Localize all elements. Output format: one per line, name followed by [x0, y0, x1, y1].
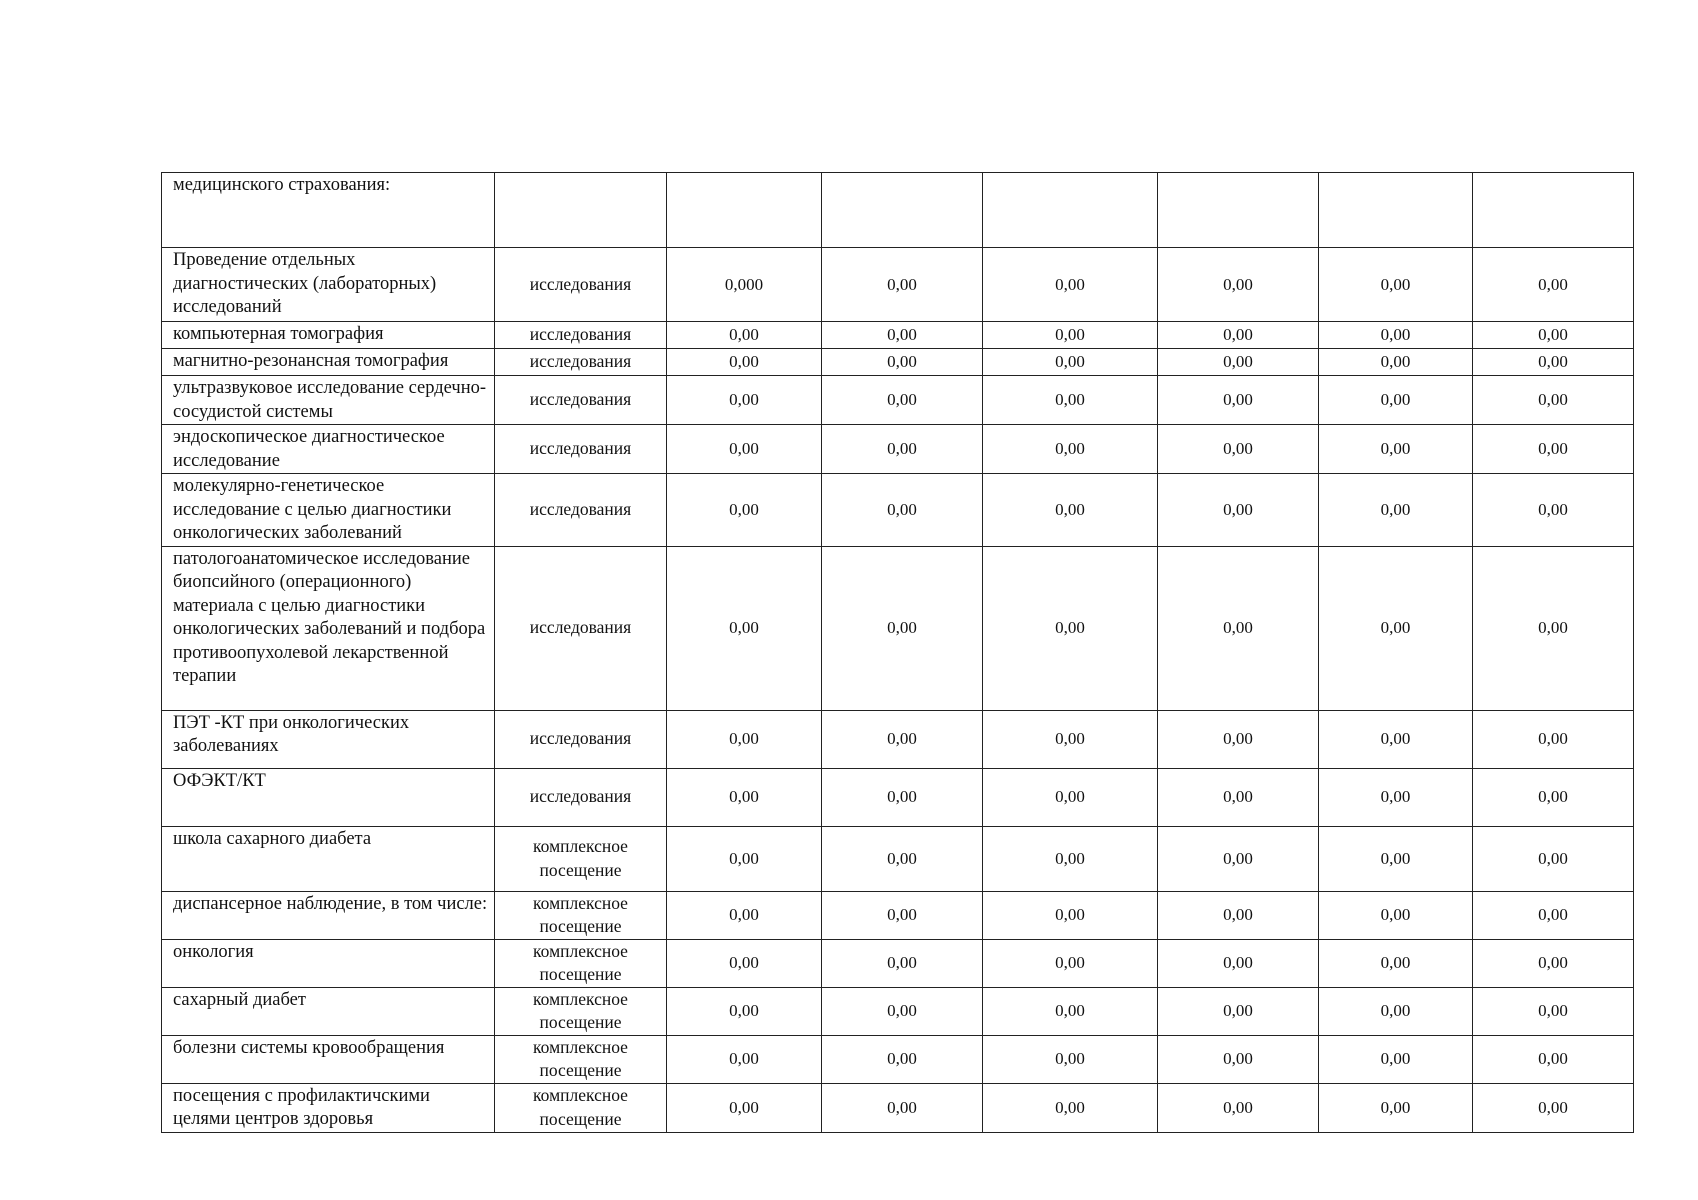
value: 0,00 — [729, 905, 759, 925]
unit-label: исследования — [529, 351, 632, 372]
value: 0,00 — [1538, 500, 1568, 519]
unit-label: комплексное посещение — [533, 1085, 628, 1129]
value: 0,00 — [1223, 848, 1253, 868]
row-name-cell — [162, 425, 495, 474]
value-cell — [1158, 1035, 1319, 1083]
value: 0,00 — [1055, 439, 1085, 459]
row-name-cell — [162, 248, 495, 322]
value: 0,00 — [1538, 439, 1568, 459]
value-cell — [983, 891, 1158, 939]
row-name: школа сахарного диабета — [173, 828, 372, 849]
value-cell — [1158, 546, 1319, 710]
unit-cell — [495, 376, 667, 425]
value: 0,00 — [1380, 352, 1411, 372]
value-cell — [1158, 349, 1319, 376]
value-cell — [983, 546, 1158, 710]
table-row — [162, 349, 1634, 376]
unit-label: комплексное посещение — [533, 1036, 628, 1080]
value-cell — [822, 425, 983, 474]
value-cell — [667, 474, 822, 547]
value: 0,00 — [887, 848, 917, 868]
value-cell — [1473, 826, 1634, 891]
value: 0,00 — [729, 1049, 759, 1069]
value: 0,00 — [1223, 618, 1253, 638]
value-cell — [1473, 546, 1634, 710]
value-cell — [1473, 1035, 1634, 1083]
table-row — [162, 939, 1634, 987]
row-name: медицинского страхования: — [173, 175, 391, 195]
table-row — [162, 425, 1634, 474]
value: 0,00 — [1223, 953, 1253, 973]
row-name: компьютерная томография — [173, 324, 384, 344]
row-name-cell — [162, 474, 495, 547]
row-name-cell — [162, 1035, 495, 1083]
value: 0,00 — [1380, 618, 1411, 638]
row-name-cell — [162, 891, 495, 939]
value: 0,00 — [1055, 1001, 1085, 1021]
value: 0,00 — [1055, 729, 1085, 749]
value-cell — [1158, 322, 1319, 349]
row-name: онкология — [173, 941, 254, 962]
value-cell — [1473, 474, 1634, 547]
unit-label: исследования — [529, 617, 632, 638]
row-name-cell — [162, 173, 495, 248]
row-name-cell — [162, 546, 495, 710]
unit-cell — [495, 425, 667, 474]
value: 0,00 — [1538, 787, 1568, 807]
value: 0,00 — [1055, 1049, 1085, 1069]
row-name: посещения с профилактичскими целями центров здоровья — [173, 1085, 430, 1129]
row-name: болезни системы кровообращения — [173, 1037, 445, 1058]
value: 0,00 — [1538, 1049, 1568, 1069]
value: 0,00 — [887, 390, 917, 410]
empty-cell — [1158, 173, 1319, 248]
table-row — [162, 826, 1634, 891]
value-cell — [1473, 1083, 1634, 1132]
value: 0,00 — [1380, 953, 1411, 973]
value-cell — [983, 425, 1158, 474]
value-cell — [1319, 987, 1473, 1035]
value-cell — [667, 1083, 822, 1132]
value-cell — [822, 546, 983, 710]
value-cell — [1158, 710, 1319, 768]
empty-cell — [983, 173, 1158, 248]
value: 0,000 — [724, 274, 764, 294]
value-cell — [1319, 826, 1473, 891]
value-cell — [1319, 1083, 1473, 1132]
row-name-cell — [162, 376, 495, 425]
value: 0,00 — [1380, 325, 1411, 345]
table-row — [162, 376, 1634, 425]
empty-cell — [1319, 173, 1473, 248]
table-row — [162, 1035, 1634, 1083]
value-cell — [1158, 1083, 1319, 1132]
value: 0,00 — [1380, 439, 1411, 459]
value-cell — [822, 474, 983, 547]
value: 0,00 — [1055, 325, 1085, 345]
value: 0,00 — [729, 352, 759, 372]
value-cell — [1473, 322, 1634, 349]
value-cell — [667, 710, 822, 768]
value-cell — [983, 768, 1158, 826]
value: 0,00 — [887, 352, 917, 372]
table-row — [162, 1083, 1634, 1132]
value: 0,00 — [1055, 848, 1085, 868]
unit-label: комплексное посещение — [533, 940, 628, 984]
value: 0,00 — [729, 953, 759, 973]
row-name-cell — [162, 987, 495, 1035]
unit-label: комплексное посещение — [533, 988, 628, 1032]
value-cell — [1319, 891, 1473, 939]
value: 0,00 — [1223, 1097, 1253, 1117]
value-cell — [983, 349, 1158, 376]
value-cell — [1319, 546, 1473, 710]
value-cell — [983, 939, 1158, 987]
table-row-header-continuation — [162, 173, 1634, 248]
value: 0,00 — [1538, 1097, 1568, 1117]
value-cell — [1473, 710, 1634, 768]
unit-cell — [495, 710, 667, 768]
row-name: ПЭТ -КТ при онкологических заболеваниях — [173, 712, 410, 756]
value-cell — [1473, 376, 1634, 425]
value-cell — [983, 322, 1158, 349]
value-cell — [1158, 939, 1319, 987]
value-cell — [1319, 710, 1473, 768]
unit-label: исследования — [529, 389, 632, 410]
value-cell — [822, 1035, 983, 1083]
value: 0,00 — [1380, 1001, 1411, 1021]
unit-label: исследования — [529, 728, 632, 749]
value-cell — [667, 1035, 822, 1083]
value: 0,00 — [1380, 729, 1411, 749]
value: 0,00 — [729, 500, 759, 519]
value-cell — [1319, 474, 1473, 547]
value: 0,00 — [887, 274, 917, 294]
value-cell — [983, 826, 1158, 891]
value: 0,00 — [1538, 618, 1568, 638]
unit-cell — [495, 1083, 667, 1132]
value-cell — [1319, 349, 1473, 376]
value-cell — [1473, 425, 1634, 474]
unit-cell — [495, 987, 667, 1035]
unit-cell — [495, 939, 667, 987]
value-cell — [1319, 425, 1473, 474]
value-cell — [1158, 474, 1319, 547]
value: 0,00 — [1538, 325, 1568, 345]
value-cell — [667, 425, 822, 474]
services-table — [161, 172, 1634, 1133]
table-row — [162, 322, 1634, 349]
table-body — [162, 173, 1634, 1133]
value: 0,00 — [1380, 500, 1411, 519]
value-cell — [667, 248, 822, 322]
value-cell — [667, 768, 822, 826]
value: 0,00 — [1055, 500, 1085, 519]
value: 0,00 — [729, 848, 759, 868]
row-name: ультразвуковое исследование сердечно-сосудистой системы — [173, 378, 487, 422]
value-cell — [822, 710, 983, 768]
value-cell — [1319, 322, 1473, 349]
value: 0,00 — [1380, 787, 1411, 807]
value-cell — [1158, 987, 1319, 1035]
value: 0,00 — [887, 905, 917, 925]
value-cell — [1473, 349, 1634, 376]
value: 0,00 — [1380, 1049, 1411, 1069]
value: 0,00 — [1223, 325, 1253, 345]
value: 0,00 — [1055, 953, 1085, 973]
value: 0,00 — [1223, 787, 1253, 807]
row-name: молекулярно-генетическое исследование с целью диагностики онкологических заболеваний — [173, 476, 452, 543]
value: 0,00 — [1538, 1001, 1568, 1021]
row-name-cell — [162, 322, 495, 349]
unit-cell — [495, 1035, 667, 1083]
value-cell — [983, 248, 1158, 322]
value-cell — [1319, 768, 1473, 826]
unit-cell — [495, 322, 667, 349]
value-cell — [822, 376, 983, 425]
value-cell — [667, 376, 822, 425]
value: 0,00 — [1538, 274, 1568, 294]
row-name: Проведение отдельных диагностических (лабораторных) исследований — [173, 250, 437, 317]
row-name-cell — [162, 768, 495, 826]
value-cell — [1158, 826, 1319, 891]
value: 0,00 — [1223, 905, 1253, 925]
value: 0,00 — [1223, 274, 1253, 294]
value: 0,00 — [729, 618, 759, 638]
empty-cell — [822, 173, 983, 248]
value-cell — [667, 349, 822, 376]
value: 0,00 — [1223, 1049, 1253, 1069]
table-row — [162, 710, 1634, 768]
row-name: ОФЭКТ/КТ — [173, 770, 266, 791]
value: 0,00 — [729, 325, 759, 345]
value: 0,00 — [1055, 352, 1085, 372]
value-cell — [667, 322, 822, 349]
value-cell — [1473, 248, 1634, 322]
value: 0,00 — [729, 1097, 759, 1117]
value-cell — [983, 1083, 1158, 1132]
unit-label: исследования — [529, 499, 632, 519]
value: 0,00 — [1380, 905, 1411, 925]
value: 0,00 — [887, 439, 917, 459]
value-cell — [1158, 248, 1319, 322]
value: 0,00 — [1380, 390, 1411, 410]
value-cell — [983, 710, 1158, 768]
value-cell — [822, 1083, 983, 1132]
value-cell — [822, 322, 983, 349]
value-cell — [667, 546, 822, 710]
value: 0,00 — [1223, 439, 1253, 459]
value-cell — [983, 987, 1158, 1035]
value: 0,00 — [1055, 618, 1085, 638]
value: 0,00 — [887, 1001, 917, 1021]
value-cell — [1473, 987, 1634, 1035]
value: 0,00 — [1055, 1097, 1085, 1117]
value: 0,00 — [1223, 390, 1253, 410]
value: 0,00 — [729, 1001, 759, 1021]
value-cell — [822, 248, 983, 322]
value: 0,00 — [887, 729, 917, 749]
row-name-cell — [162, 349, 495, 376]
row-name-cell — [162, 710, 495, 768]
value-cell — [667, 939, 822, 987]
value: 0,00 — [729, 787, 759, 807]
value-cell — [1319, 248, 1473, 322]
value: 0,00 — [1538, 905, 1568, 925]
value: 0,00 — [1380, 274, 1411, 294]
unit-cell — [495, 826, 667, 891]
row-name: диспансерное наблюдение, в том числе: — [173, 893, 488, 914]
value-cell — [1319, 1035, 1473, 1083]
value: 0,00 — [1538, 848, 1568, 868]
value: 0,00 — [1055, 787, 1085, 807]
value-cell — [1473, 891, 1634, 939]
unit-label: исследования — [529, 324, 632, 345]
value-cell — [1319, 376, 1473, 425]
unit-cell — [495, 891, 667, 939]
unit-label: исследования — [529, 273, 632, 294]
row-name-cell — [162, 939, 495, 987]
value-cell — [822, 891, 983, 939]
unit-label: исследования — [529, 438, 632, 459]
value: 0,00 — [887, 325, 917, 345]
value: 0,00 — [1055, 905, 1085, 925]
value: 0,00 — [1538, 953, 1568, 973]
table-row — [162, 891, 1634, 939]
value-cell — [667, 891, 822, 939]
value-cell — [983, 1035, 1158, 1083]
value-cell — [667, 826, 822, 891]
value-cell — [1158, 376, 1319, 425]
value: 0,00 — [887, 1049, 917, 1069]
value: 0,00 — [1538, 390, 1568, 410]
empty-cell — [495, 173, 667, 248]
unit-label: комплексное посещение — [533, 836, 628, 880]
value-cell — [1158, 768, 1319, 826]
row-name: патологоанатомическое исследование биопсийного (операционного) материала с целью диагностики онкологических заболеваний и подбора противоопухолевой лекарственной терапии — [173, 548, 486, 686]
row-name-cell — [162, 1083, 495, 1132]
value-cell — [983, 376, 1158, 425]
unit-label: исследования — [529, 786, 632, 807]
row-name: магнитно-резонансная томография — [173, 351, 449, 371]
table-row — [162, 987, 1634, 1035]
value-cell — [822, 987, 983, 1035]
value: 0,00 — [1055, 390, 1085, 410]
row-name: сахарный диабет — [173, 989, 306, 1010]
value: 0,00 — [729, 729, 759, 749]
value: 0,00 — [1380, 848, 1411, 868]
value: 0,00 — [887, 1097, 917, 1117]
value-cell — [1158, 891, 1319, 939]
value-cell — [1158, 425, 1319, 474]
unit-cell — [495, 546, 667, 710]
value: 0,00 — [729, 439, 759, 459]
empty-cell — [667, 173, 822, 248]
value: 0,00 — [1223, 500, 1253, 519]
value: 0,00 — [729, 390, 759, 410]
row-name: эндоскопическое диагностическое исследование — [173, 427, 445, 471]
unit-cell — [495, 248, 667, 322]
value-cell — [822, 768, 983, 826]
value: 0,00 — [887, 953, 917, 973]
value-cell — [822, 826, 983, 891]
value-cell — [1473, 939, 1634, 987]
value-cell — [822, 349, 983, 376]
value: 0,00 — [887, 500, 917, 519]
value: 0,00 — [1223, 352, 1253, 372]
value-cell — [1473, 768, 1634, 826]
table-row — [162, 248, 1634, 322]
value: 0,00 — [1380, 1097, 1411, 1117]
value: 0,00 — [1538, 729, 1568, 749]
table-row — [162, 474, 1634, 547]
table-row — [162, 768, 1634, 826]
value-cell — [983, 474, 1158, 547]
value: 0,00 — [1223, 729, 1253, 749]
value: 0,00 — [1055, 274, 1085, 294]
value: 0,00 — [1223, 1001, 1253, 1021]
table-row — [162, 546, 1634, 710]
empty-cell — [1473, 173, 1634, 248]
value: 0,00 — [887, 787, 917, 807]
row-name-cell — [162, 826, 495, 891]
value-cell — [667, 987, 822, 1035]
value: 0,00 — [887, 618, 917, 638]
unit-cell — [495, 349, 667, 376]
unit-cell — [495, 768, 667, 826]
unit-cell — [495, 474, 667, 547]
value-cell — [822, 939, 983, 987]
value-cell — [1319, 939, 1473, 987]
unit-label: комплексное посещение — [533, 892, 628, 936]
value: 0,00 — [1538, 352, 1568, 372]
